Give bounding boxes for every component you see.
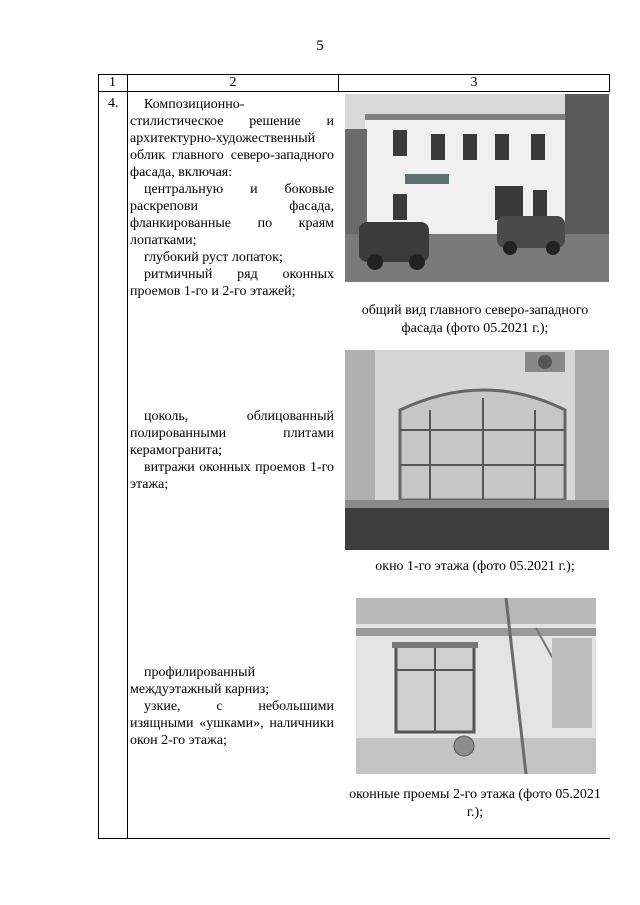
photo-caption-2: окно 1-го этажа (фото 05.2021 г.); [375,559,575,574]
description-line: Композиционно-стилистическое решение и архитектурно-художественный облик главного северо-западного фасада, включая: [130,97,334,180]
photo-caption-3: оконные проемы 2-го этажа (фото 05.2021 г.); [349,787,601,820]
description-block-3 [130,664,334,749]
col-border-right-header [609,74,610,91]
header-col-2: 2 [229,75,237,90]
second-floor-windows-photo [356,598,596,774]
photo-caption-1: общий вид главного северо-западного фасада (фото 05.2021 г.); [361,303,589,336]
description-block-1 [130,96,334,300]
col-border-1 [127,74,128,839]
description-line: профилированный междуэтажный карниз; [130,665,270,697]
description-line: центральную и боковые раскрепови фасада, фланкированные по краям лопатками; [130,182,334,248]
description-line: глубокий руст лопаток; [144,250,283,265]
description-line: цоколь, облицованный полированными плитами керамогранита; [130,409,334,458]
header-col-1: 1 [109,75,116,90]
page-number: 5 [316,38,324,54]
col-border-left [98,74,99,839]
row-number: 4. [108,96,119,111]
window-photo [345,350,609,550]
facade-photo [345,94,609,282]
description-block-2 [130,408,334,493]
header-col-3: 3 [470,75,478,90]
description-line: узкие, с небольшими изящными «ушками», наличники окон 2-го этажа; [130,699,334,748]
description-line: витражи оконных проемов 1-го этажа; [130,460,334,492]
table-bottom-border [98,838,610,839]
description-line: ритмичный ряд оконных проемов 1-го и 2-го этажей; [130,267,334,299]
header-bottom-border [98,91,610,92]
